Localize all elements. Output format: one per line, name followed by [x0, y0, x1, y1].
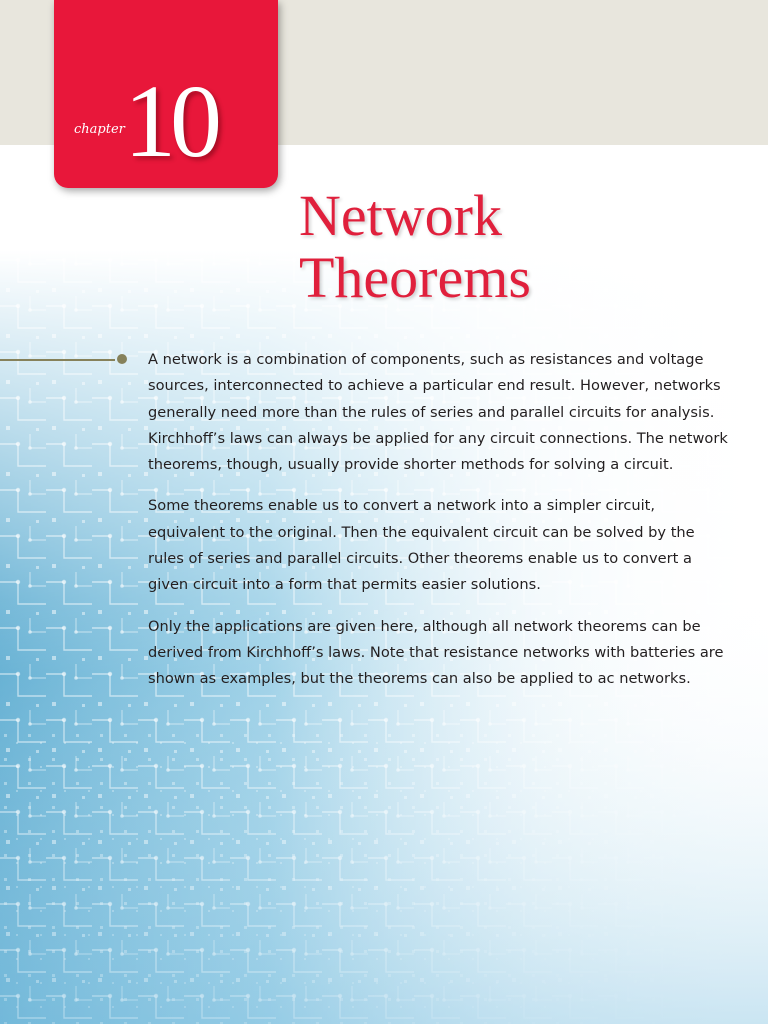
chapter-title-line-2: Theorems: [299, 245, 531, 310]
intro-paragraph-2: Some theorems enable us to convert a network into a simpler circuit, equivalent to the original. Then the equivalent circuit can be solved by the rules of series and parallel circuits. Other theorems enable us to convert a given circuit into a form that permits easier solutions.: [148, 497, 695, 594]
chapter-title: [299, 185, 531, 309]
chapter-number: 10: [124, 64, 216, 179]
decorative-rule-line: [0, 359, 115, 361]
chapter-title-line-1: Network: [299, 183, 502, 248]
intro-text: [148, 347, 733, 708]
bullet-dot-icon: [117, 354, 127, 364]
intro-paragraph-1: A network is a combination of components, such as resistances and voltage sources, interconnected to achieve a particular end result. However, networks generally need more than the rules of series and parallel circuits for analysis. Kirchhoff’s laws can always be applied for any circuit connections. The network theorems, though, usually provide shorter methods for solving a circuit.: [148, 351, 728, 474]
chapter-label: chapter: [74, 122, 125, 137]
intro-paragraph-3: Only the applications are given here, although all network theorems can be derived from Kirchhoff’s laws. Note that resistance networks with batteries are shown as examples, but the theorems can also be applied to ac networks.: [148, 617, 724, 688]
